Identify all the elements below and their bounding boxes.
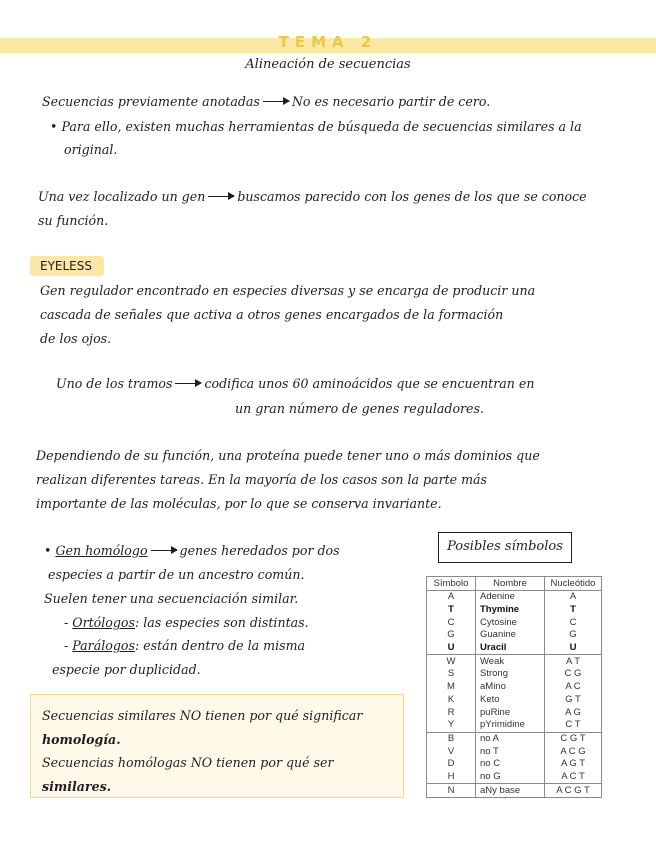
name-cell: pYrimidine [476, 719, 545, 732]
name-cell: Cytosine [476, 616, 545, 629]
arrow-right-icon [175, 383, 201, 385]
name-cell: no C [476, 758, 545, 771]
nucleotide-cell: A [545, 591, 602, 604]
symbol-cell: T [427, 604, 476, 617]
header-symbol: Símbolo [427, 577, 476, 591]
table-row [427, 642, 602, 655]
table-row [427, 616, 602, 629]
table-row [427, 604, 602, 617]
tramo-line [56, 372, 534, 396]
symbol-cell: R [427, 706, 476, 719]
tramo-line-2: un gran número de genes reguladores. [235, 401, 484, 416]
symbol-cell: Y [427, 719, 476, 732]
tools-bullet-cont: original. [64, 142, 118, 157]
name-cell: no T [476, 745, 545, 758]
symbol-cell: U [427, 642, 476, 655]
symbol-cell: K [427, 694, 476, 707]
gene-localized-line [38, 185, 587, 209]
table-row [427, 655, 602, 668]
symbol-cell: C [427, 616, 476, 629]
symbol-cell: S [427, 668, 476, 681]
table-row [427, 784, 602, 798]
note-line-2: homología. [42, 732, 121, 747]
symbol-cell: N [427, 784, 476, 798]
symbol-cell: B [427, 732, 476, 745]
table-row [427, 629, 602, 642]
eyeless-line-2: cascada de señales que activa a otros genes encargados de la formación [40, 307, 504, 322]
annotated-sequences-line [42, 90, 490, 114]
paralogos-text: : están dentro de la misma [134, 638, 306, 653]
nucleotide-cell: A C [545, 681, 602, 694]
page-title: TEMA 2 [278, 33, 378, 51]
name-cell: aNy base [476, 784, 545, 798]
table-row [427, 706, 602, 719]
paralogos-term: Parálogos [72, 638, 135, 653]
table-row [427, 745, 602, 758]
nucleotide-cell: A C G [545, 745, 602, 758]
domains-line-3: importante de las moléculas, por lo que se conserva invariante. [36, 496, 442, 511]
domains-line-1: Dependiendo de su función, una proteína puede tener uno o más dominios que [36, 448, 540, 463]
nucleotide-cell: G T [545, 694, 602, 707]
no-need-start-text: No es necesario partir de cero. [291, 94, 491, 109]
table-row [427, 668, 602, 681]
homologo-term: Gen homólogo [55, 543, 148, 558]
gene-localized-text: Una vez localizado un gen [38, 189, 206, 204]
dash-icon: - [64, 615, 73, 630]
arrow-right-icon [151, 550, 177, 552]
name-cell: puRine [476, 706, 545, 719]
annotated-sequences-text: Secuencias previamente anotadas [42, 94, 260, 109]
paralogos-line-2: especie por duplicidad. [52, 662, 201, 677]
symbol-cell: H [427, 771, 476, 784]
symbol-cell: A [427, 591, 476, 604]
search-similar-text: buscamos parecido con los genes de los que se conoce [237, 189, 587, 204]
table-header-row [427, 577, 602, 591]
note-line-4: similares. [42, 779, 112, 794]
bullet-icon: • [44, 543, 56, 558]
homologo-line [44, 539, 340, 563]
gene-function-line: su función. [38, 213, 109, 228]
arrow-right-icon [263, 101, 289, 103]
header-nucleotide: Nucleótido [545, 577, 602, 591]
header-name: Nombre [476, 577, 545, 591]
table-row [427, 719, 602, 732]
dash-icon: - [64, 638, 73, 653]
nucleotide-cell: C G [545, 668, 602, 681]
ortologos-text: : las especies son distintas. [134, 615, 309, 630]
symbol-cell: D [427, 758, 476, 771]
eyeless-heading: EYELESS [40, 259, 92, 273]
note-line-3: Secuencias homólogas NO tienen por qué ser [42, 755, 334, 770]
name-cell: no A [476, 732, 545, 745]
name-cell: Keto [476, 694, 545, 707]
page-subtitle: Alineación de secuencias [245, 57, 411, 72]
name-cell: Thymine [476, 604, 545, 617]
bullet-icon: • [50, 119, 62, 134]
nucleotide-cell: T [545, 604, 602, 617]
tramo-text: Uno de los tramos [56, 376, 173, 391]
table-row [427, 591, 602, 604]
homologo-def: genes heredados por dos [179, 543, 340, 558]
tools-bullet-text: Para ello, existen muchas herramientas de búsqueda de secuencias similares a la [61, 119, 582, 134]
nucleotide-cell: A G T [545, 758, 602, 771]
symbol-cell: M [427, 681, 476, 694]
symbol-cell: W [427, 655, 476, 668]
table-row [427, 758, 602, 771]
nucleotide-cell: U [545, 642, 602, 655]
tools-bullet [50, 115, 582, 139]
nucleotide-cell: A C T [545, 771, 602, 784]
symbols-table [426, 576, 602, 798]
symbol-cell: V [427, 745, 476, 758]
nucleotide-cell: C G T [545, 732, 602, 745]
ortologos-line [64, 611, 309, 635]
name-cell: Weak [476, 655, 545, 668]
note-line-1: Secuencias similares NO tienen por qué significar [42, 708, 363, 723]
domains-line-2: realizan diferentes tareas. En la mayoría de los casos son la parte más [36, 472, 488, 487]
ortologos-term: Ortólogos [72, 615, 135, 630]
name-cell: no G [476, 771, 545, 784]
nucleotide-cell: C T [545, 719, 602, 732]
name-cell: Guanine [476, 629, 545, 642]
nucleotide-cell: A T [545, 655, 602, 668]
symbol-cell: G [427, 629, 476, 642]
nucleotide-cell: C [545, 616, 602, 629]
nucleotide-cell: A G [545, 706, 602, 719]
symbols-title: Posibles símbolos [438, 532, 572, 563]
name-cell: Uracil [476, 642, 545, 655]
eyeless-line-1: Gen regulador encontrado en especies diversas y se encarga de producir una [40, 283, 536, 298]
table-row [427, 694, 602, 707]
homologo-line-2: especies a partir de un ancestro común. [48, 567, 305, 582]
codifica-text: codifica unos 60 aminoácidos que se encuentran en [204, 376, 535, 391]
name-cell: Adenine [476, 591, 545, 604]
eyeless-line-3: de los ojos. [40, 331, 112, 346]
arrow-right-icon [208, 196, 234, 198]
homologo-line-3: Suelen tener una secuenciación similar. [44, 591, 299, 606]
nucleotide-cell: G [545, 629, 602, 642]
paralogos-line [64, 634, 305, 658]
table-row [427, 732, 602, 745]
name-cell: Strong [476, 668, 545, 681]
name-cell: aMino [476, 681, 545, 694]
nucleotide-cell: A C G T [545, 784, 602, 798]
table-row [427, 681, 602, 694]
table-row [427, 771, 602, 784]
